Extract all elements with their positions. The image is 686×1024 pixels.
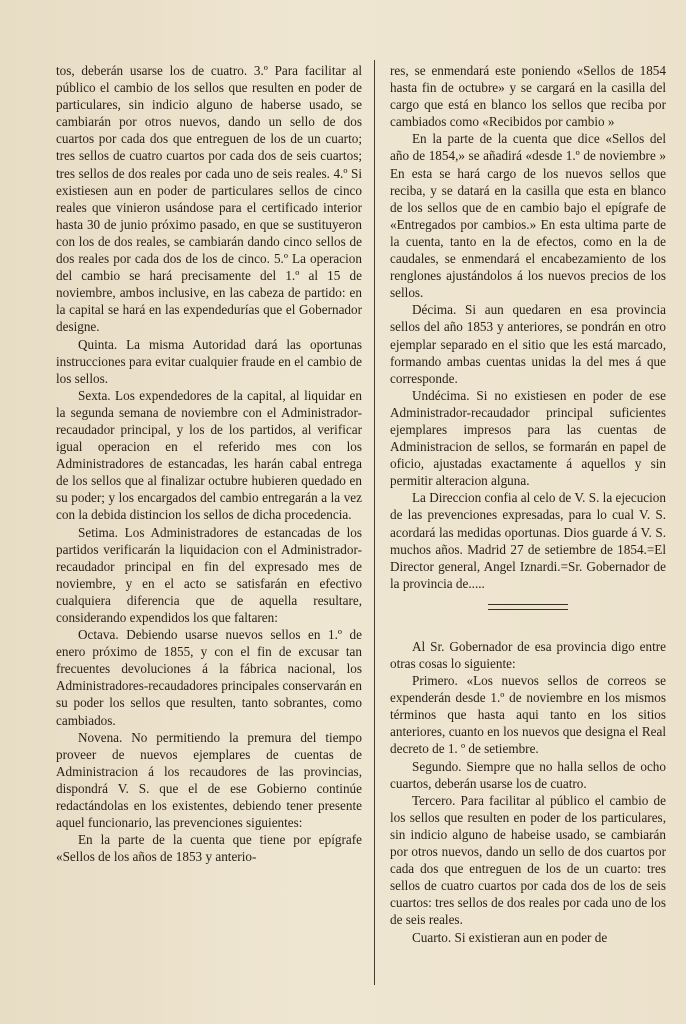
paragraph: Segundo. Siempre que no halla sellos de ocho cuartos, deberán usarse los de cuatro. (390, 758, 666, 791)
paragraph: Setima. Los Administradores de estancadas de los partidos verificarán la liquidacion con el Administrador-recaudador principal en fin del expresado mes de noviembre, y en el acto se satisfarán en efectivo cualquiera diferencia que de aquella resultare, considerando expendidos los que faltaren: (56, 524, 362, 625)
left-column (56, 62, 362, 865)
paragraph: Novena. No permitiendo la premura del tiempo proveer de nuevos ejemplares de cuentas de Administracion á los recaudores de las provincias, dispondrá V. S. que el de ese Gobierno continúe redactándolas en los existentes, debiendo tener presente aquel funcionario, las prevenciones siguientes: (56, 729, 362, 831)
column-divider (374, 60, 375, 985)
section-separator (488, 604, 568, 610)
paragraph: Octava. Debiendo usarse nuevos sellos en 1.º de enero próximo de 1855, y con el fin de excusar tan frecuentes devoluciones á la fábrica nacional, los Administradores-recaudadores principales conservarán en su poder los sellos que resulten, tanto sobrantes, como cambiados. (56, 627, 362, 728)
paragraph: Tercero. Para facilitar al público el cambio de los sellos que resulten en poder de los particulares, sin indicio alguno de habeise usado, se cambiarán por otros nuevos, dando un sello de dos cuartos por cada dos que entreguen de los de un cuarto: tres sellos de cuatro cuartos por cada dos de los de seis cuartos: tres sellos de dos reales por cada uno de los de seis reales. (390, 792, 666, 928)
paragraph: Undécima. Si no existiesen en poder de ese Administrador-recaudador principal suficientes ejemplares impresos para las cuentas de Administracion de sellos, se formarán en papel de oficio, ajustadas exactamente á aquellos y sin permitir alteracion alguna. (390, 387, 666, 489)
paragraph: tos, deberán usarse los de cuatro. 3.º Para facilitar al público el cambio de los sellos que resulten en poder de particulares, sin indicio alguno de haberse usado, se cambiarán por otros nuevos, dando un sello de dos cuartos por cada dos que entreguen de los de un cuarto; tres sellos de cuatro cuartos por cada dos de seis cuartos; tres sellos de dos reales por cada uno de seis reales. 4.º Si existiesen aun en poder de particulares sellos de cinco reales que vinieron usándose para el certificado interior hasta 30 de junio próximo pasado, en que se sustituyeron con los de dos reales, se cambiarán dando cinco sellos de dos reales por cada dos de los de cinco. 5.º La operacion del cambio se hará precisamente del 1.º al 15 de noviembre, ambos inclusive, en las cabeza de partido: en la capital se hará en las expendedurías que el Gobernador designe. (56, 63, 362, 335)
paragraph: Al Sr. Gobernador de esa provincia digo entre otras cosas lo siguiente: (390, 638, 666, 671)
paragraph: Cuarto. Si existieran aun en poder de (412, 929, 608, 945)
paragraph: En la parte de la cuenta que tiene por epígrafe «Sellos de los años de 1853 y anterio- (56, 832, 362, 865)
paragraph: Décima. Si aun quedaren en esa provincia sellos del año 1853 y anteriores, se pondrán en otro ejemplar separado en el sitio que les está marcado, formando ambas cuentas unidas la del mes á que corresponde. (390, 302, 666, 386)
paragraph: La Direccion confia al celo de V. S. la ejecucion de las prevenciones expresadas, para lo cual V. S. acordará las medidas oportunas. Dios guarde á V. S. muchos años. Madrid 27 de setiembre de 1854.=El Director general, Angel Iznardi.=Sr. Gobernador de la provincia de..... (390, 490, 666, 591)
paragraph: Primero. «Los nuevos sellos de correos se expenderán desde 1.º de noviembre en los mismos términos que hasta aqui tanto en los sitios anteriores, cuanto en los nuevos que designa el Real decreto de 1. º de setiembre. (390, 673, 666, 757)
paragraph: Quinta. La misma Autoridad dará las oportunas instrucciones para evitar cualquier fraude en el cambio de los sellos. (56, 336, 362, 386)
paragraph: res, se enmendará este poniendo «Sellos de 1854 hasta fin de octubre» y se cargará en la casilla del cargo que está en blanco los sellos que reciba por cambiados como «Recibidos por cambio » (390, 63, 666, 130)
paragraph: Sexta. Los expendedores de la capital, al liquidar en la segunda semana de noviembre con el Administrador-recaudador principal, y los de los partidos, al verificar igual operacion en el referido mes con los Administradores de estancadas, les harán cabal entrega de los sellos que al finalizar octubre hubieren quedado en su poder; y los encargados del cambio entregarán a la vez con la debida distincion los sellos de dicha procedencia. (56, 387, 362, 523)
paragraph: En la parte de la cuenta que dice «Sellos del año de 1854,» se añadirá «desde 1.º de noviembre » En esta se hará cargo de los nuevos sellos que reciba, y se datará en la casilla que esta en blanco de los sellos que de en cambio bajo el epígrafe de «Entregados por cambios.» En esta ultima parte de la cuenta, tanto en la de efectos, como en la de caudales, se enmendará el encabezamiento de los renglones ajustándolos á los nuevos precios de los sellos. (390, 131, 666, 301)
right-column (390, 62, 666, 946)
